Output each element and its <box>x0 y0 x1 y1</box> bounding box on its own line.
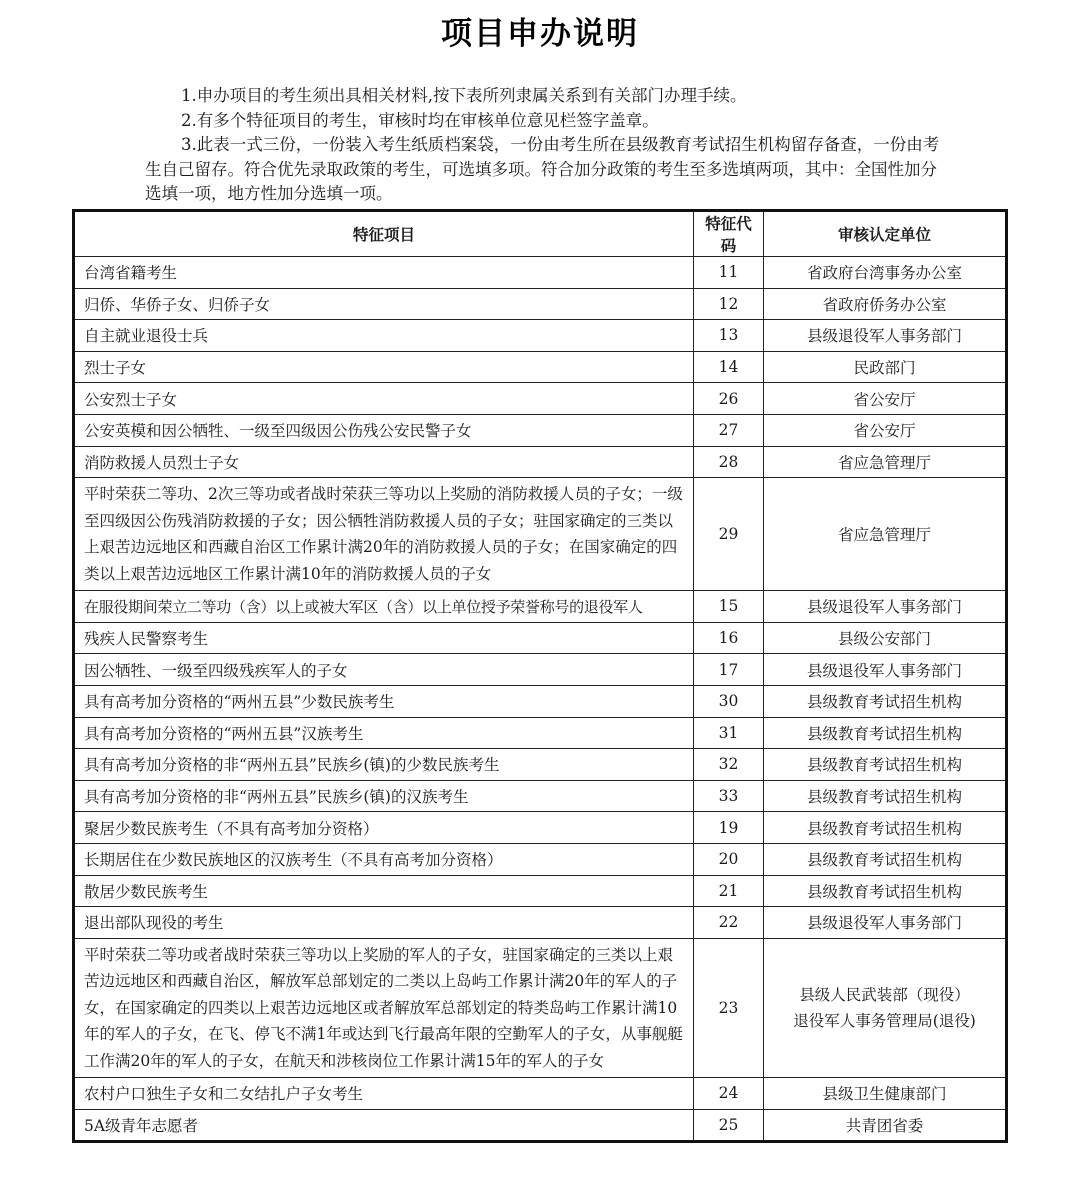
feature-item: 具有高考加分资格的非“两州五县”民族乡(镇)的汉族考生 <box>74 780 694 812</box>
feature-code: 21 <box>694 875 764 907</box>
feature-item: 退出部队现役的考生 <box>74 907 694 939</box>
header-feature-code: 特征代码 <box>694 211 764 257</box>
table-row <box>74 351 1007 383</box>
feature-code: 20 <box>694 843 764 875</box>
feature-code: 24 <box>694 1078 764 1110</box>
review-unit: 县级退役军人事务部门 <box>764 654 1007 686</box>
table-row <box>74 257 1007 289</box>
review-unit-line: 县级人民武装部（现役） <box>799 985 970 1004</box>
feature-item: 具有高考加分资格的“两州五县”少数民族考生 <box>74 685 694 717</box>
table-row <box>74 591 1007 623</box>
review-unit: 省应急管理厅 <box>764 478 1007 591</box>
review-unit: 县级卫生健康部门 <box>764 1078 1007 1110</box>
table-row <box>74 288 1007 320</box>
review-unit: 县级教育考试招生机构 <box>764 875 1007 907</box>
feature-item: 烈士子女 <box>74 351 694 383</box>
review-unit: 县级教育考试招生机构 <box>764 843 1007 875</box>
review-unit: 县级教育考试招生机构 <box>764 717 1007 749</box>
review-unit: 省政府台湾事务办公室 <box>764 257 1007 289</box>
review-unit: 民政部门 <box>764 351 1007 383</box>
table-row <box>74 812 1007 844</box>
feature-code: 19 <box>694 812 764 844</box>
table-row <box>74 875 1007 907</box>
feature-code: 28 <box>694 446 764 478</box>
table-row <box>74 938 1007 1078</box>
review-unit: 县级公安部门 <box>764 622 1007 654</box>
table-row <box>74 320 1007 352</box>
feature-code: 17 <box>694 654 764 686</box>
review-unit: 省公安厅 <box>764 414 1007 446</box>
review-unit: 共青团省委 <box>764 1109 1007 1142</box>
review-unit: 省政府侨务办公室 <box>764 288 1007 320</box>
table-row <box>74 843 1007 875</box>
feature-code: 15 <box>694 591 764 623</box>
review-unit: 县级教育考试招生机构 <box>764 749 1007 781</box>
header-review-unit: 审核认定单位 <box>764 211 1007 257</box>
review-unit: 县级退役军人事务部门 <box>764 907 1007 939</box>
review-unit <box>764 938 1007 1078</box>
feature-item: 因公牺牲、一级至四级残疾军人的子女 <box>74 654 694 686</box>
feature-code: 13 <box>694 320 764 352</box>
table-row <box>74 414 1007 446</box>
review-unit: 县级退役军人事务部门 <box>764 591 1007 623</box>
note-1: 1.申办项目的考生须出具相关材料,按下表所列隶属关系到有关部门办理手续。 <box>181 86 747 105</box>
feature-item: 消防救援人员烈士子女 <box>74 446 694 478</box>
feature-table <box>72 209 1008 1143</box>
table-row <box>74 717 1007 749</box>
table-header-row <box>74 211 1007 257</box>
feature-code: 32 <box>694 749 764 781</box>
review-unit: 县级教育考试招生机构 <box>764 780 1007 812</box>
feature-code: 27 <box>694 414 764 446</box>
feature-item: 残疾人民警察考生 <box>74 622 694 654</box>
feature-item: 自主就业退役士兵 <box>74 320 694 352</box>
feature-item: 具有高考加分资格的“两州五县”汉族考生 <box>74 717 694 749</box>
feature-item: 5A级青年志愿者 <box>74 1109 694 1142</box>
table-row <box>74 1109 1007 1142</box>
feature-item: 公安烈士子女 <box>74 383 694 415</box>
table-row <box>74 478 1007 591</box>
feature-item: 具有高考加分资格的非“两州五县”民族乡(镇)的少数民族考生 <box>74 749 694 781</box>
review-unit: 县级退役军人事务部门 <box>764 320 1007 352</box>
feature-code: 29 <box>694 478 764 591</box>
table-row <box>74 446 1007 478</box>
review-unit: 县级教育考试招生机构 <box>764 812 1007 844</box>
feature-item: 台湾省籍考生 <box>74 257 694 289</box>
feature-code: 33 <box>694 780 764 812</box>
header-feature-item: 特征项目 <box>74 211 694 257</box>
feature-item: 农村户口独生子女和二女结扎户子女考生 <box>74 1078 694 1110</box>
feature-code: 30 <box>694 685 764 717</box>
feature-item: 归侨、华侨子女、归侨子女 <box>74 288 694 320</box>
instructions <box>145 84 945 207</box>
review-unit: 省应急管理厅 <box>764 446 1007 478</box>
feature-item: 长期居住在少数民族地区的汉族考生（不具有高考加分资格） <box>74 843 694 875</box>
review-unit-line: 退役军人事务管理局(退役) <box>793 1011 976 1030</box>
feature-code: 23 <box>694 938 764 1078</box>
table-row <box>74 780 1007 812</box>
feature-item: 平时荣获二等功、2次三等功或者战时荣获三等功以上奖励的消防救援人员的子女；一级至四级因公伤残消防救援的子女；因公牺牲消防救援人员的子女；驻国家确定的三类以上艰苦边远地区和西藏自治区工作累计满20年的消防救援人员的子女；在国家确定的四类以上艰苦边远地区工作累计满10年的消防救援人员的子女 <box>74 478 694 591</box>
feature-item: 平时荣获二等功或者战时荣获三等功以上奖励的军人的子女，驻国家确定的三类以上艰苦边远地区和西藏自治区，解放军总部划定的二类以上岛屿工作累计满20年的军人的子女，在国家确定的四类以上艰苦边远地区或者解放军总部划定的特类岛屿工作累计满10年的军人的子女，在飞、停飞不满1年或达到飞行最高年限的空勤军人的子女，从事舰艇工作满20年的军人的子女，在航天和涉核岗位工作累计满15年的军人的子女 <box>74 938 694 1078</box>
review-unit: 省公安厅 <box>764 383 1007 415</box>
feature-code: 11 <box>694 257 764 289</box>
table-row <box>74 654 1007 686</box>
feature-item: 散居少数民族考生 <box>74 875 694 907</box>
table-row <box>74 383 1007 415</box>
feature-code: 12 <box>694 288 764 320</box>
feature-code: 25 <box>694 1109 764 1142</box>
feature-code: 22 <box>694 907 764 939</box>
feature-code: 16 <box>694 622 764 654</box>
page-title: 项目申办说明 <box>441 16 639 52</box>
note-3: 3.此表一式三份，一份装入考生纸质档案袋，一份由考生所在县级教育考试招生机构留存备查，一份由考生自己留存。符合优先录取政策的考生，可选填多项。符合加分政策的考生至多选填两项，其中：全国性加分选填一项，地方性加分选填一项。 <box>145 135 940 203</box>
feature-item: 公安英模和因公牺牲、一级至四级因公伤残公安民警子女 <box>74 414 694 446</box>
table-row <box>74 685 1007 717</box>
feature-item: 聚居少数民族考生（不具有高考加分资格） <box>74 812 694 844</box>
review-unit: 县级教育考试招生机构 <box>764 685 1007 717</box>
feature-item: 在服役期间荣立二等功（含）以上或被大军区（含）以上单位授予荣誉称号的退役军人 <box>74 591 694 623</box>
table-row <box>74 749 1007 781</box>
feature-code: 26 <box>694 383 764 415</box>
note-2: 2.有多个特征项目的考生，审核时均在审核单位意见栏签字盖章。 <box>181 110 659 130</box>
table-row <box>74 907 1007 939</box>
table-row <box>74 622 1007 654</box>
feature-code: 31 <box>694 717 764 749</box>
feature-code: 14 <box>694 351 764 383</box>
table-row <box>74 1078 1007 1110</box>
